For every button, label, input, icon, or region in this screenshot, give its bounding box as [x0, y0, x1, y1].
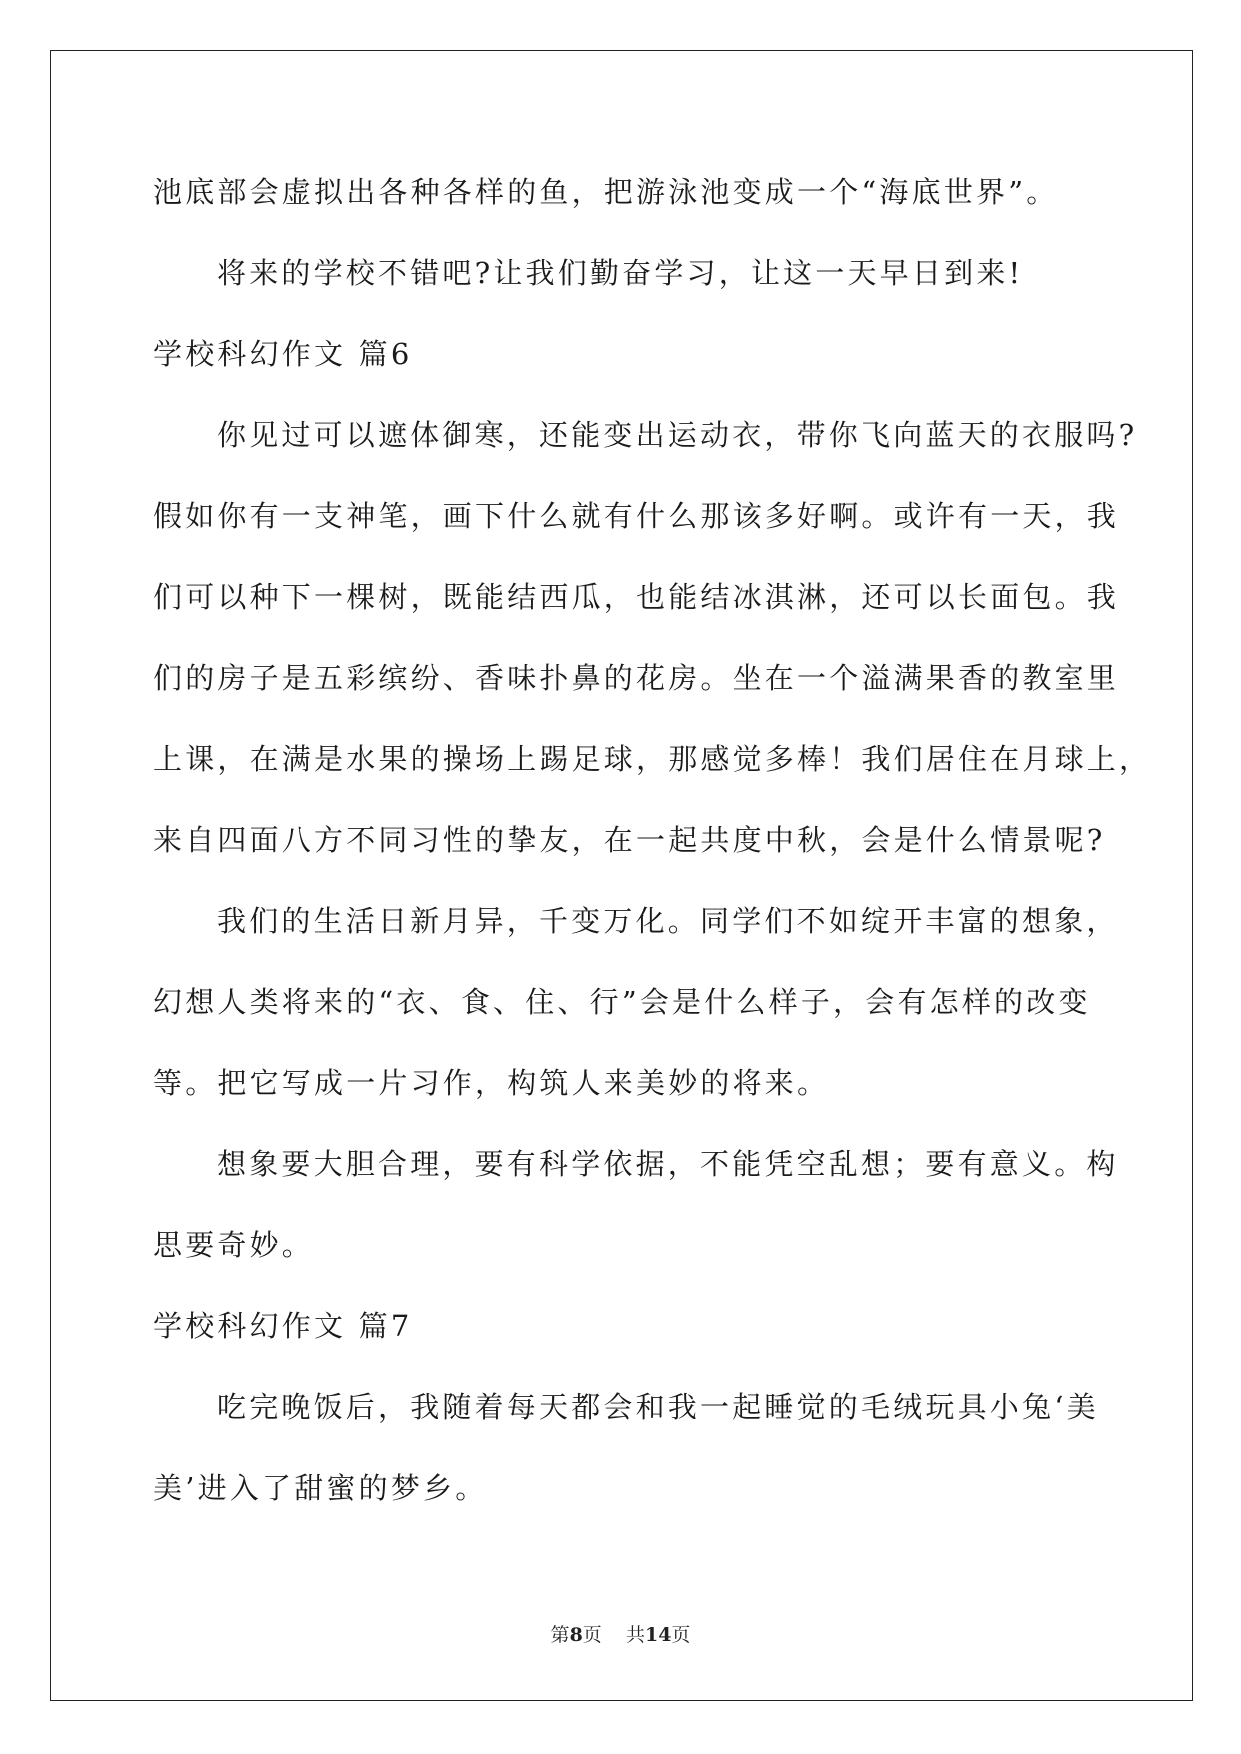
- text-line: 想象要大胆合理，要有科学依据，不能凭空乱想；要有意义。构: [217, 1147, 1119, 1181]
- page-total: 14: [644, 1624, 672, 1646]
- text-line: 等。把它写成一片习作，构筑人来美妙的将来。: [153, 1066, 830, 1100]
- footer-suffix: 页: [671, 1624, 691, 1646]
- text-line: 美’进入了甜蜜的梦乡。: [153, 1471, 488, 1505]
- text-line: 将来的学校不错吧?让我们勤奋学习，让这一天早日到来!: [217, 256, 1024, 290]
- text-line: 假如你有一支神笔，画下什么就有什么那该多好啊。或许有一天，我: [153, 499, 1120, 533]
- text-line: 思要奇妙。: [153, 1228, 315, 1262]
- document-body: [153, 160, 1152, 1537]
- text-line: 我们的生活日新月异，千变万化。同学们不如绽开丰富的想象，: [217, 904, 1119, 938]
- text-line: 上课，在满是水果的操场上踢足球，那感觉多棒！我们居住在月球上，: [153, 742, 1152, 776]
- section-heading: 学校科幻作文 篇6: [153, 337, 413, 371]
- page-footer: [0, 1620, 1241, 1647]
- footer-mid: 页 共: [582, 1624, 645, 1646]
- text-line: 们的房子是五彩缤纷、香味扑鼻的花房。坐在一个溢满果香的教室里: [153, 661, 1120, 695]
- text-line: 来自四面八方不同习性的挚友，在一起共度中秋，会是什么情景呢?: [153, 823, 1106, 857]
- section-heading: 学校科幻作文 篇7: [153, 1309, 413, 1343]
- page-number: 8: [569, 1624, 583, 1646]
- text-line: 幻想人类将来的“衣、食、住、行”会是什么样子，会有怎样的改变: [153, 985, 1091, 1019]
- text-line: 吃完晚饭后，我随着每天都会和我一起睡觉的毛绒玩具小兔‘美: [217, 1390, 1099, 1424]
- text-line: 池底部会虚拟出各种各样的鱼，把游泳池变成一个“海底世界”。: [153, 175, 1059, 209]
- text-line: 你见过可以遮体御寒，还能变出运动衣，带你飞向蓝天的衣服吗?: [217, 418, 1138, 452]
- text-line: 们可以种下一棵树，既能结西瓜，也能结冰淇淋，还可以长面包。我: [153, 580, 1120, 614]
- footer-prefix: 第: [550, 1624, 570, 1646]
